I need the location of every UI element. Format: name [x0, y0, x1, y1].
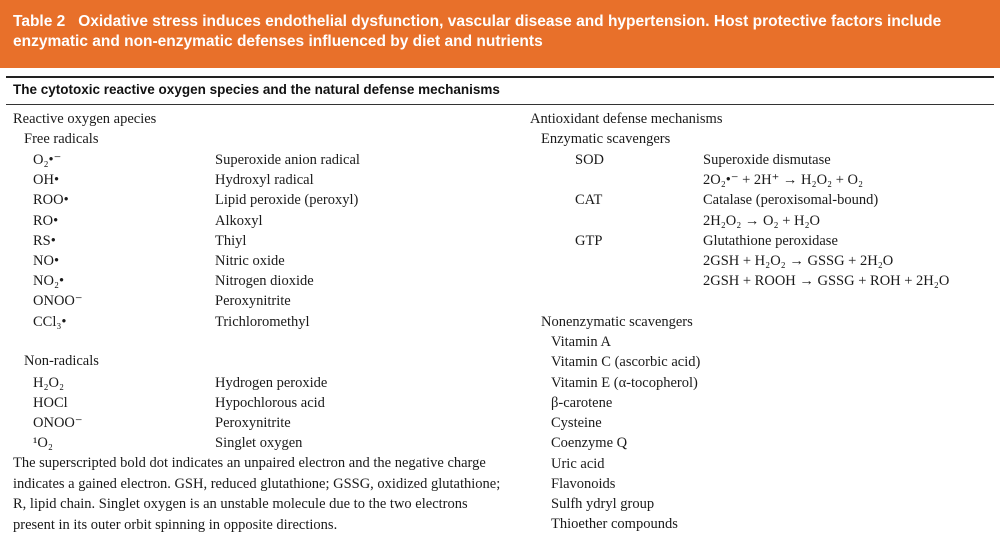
enzymatic-heading: Enzymatic scavengers: [541, 131, 671, 147]
free-radical-name: Trichloromethyl: [215, 314, 310, 330]
table-number: Table 2: [13, 13, 66, 30]
free-radical-symbol: NO•: [33, 253, 60, 269]
nonenzymatic-item: Flavonoids: [551, 476, 616, 492]
free-radical-symbol: OH•: [33, 172, 60, 188]
non-radical-symbol: ¹O₂: [33, 435, 53, 451]
nonenzymatic-item: Coenzyme Q: [551, 435, 628, 451]
nonenzymatic-item: β-carotene: [551, 395, 613, 411]
enzyme-name: Superoxide dismutase: [703, 152, 831, 168]
free-radical-symbol: ROO•: [33, 192, 69, 208]
non-radical-symbol: HOCl: [33, 395, 68, 411]
table-caption-bar: [0, 0, 1000, 68]
non-radical-name: Hypochlorous acid: [215, 395, 325, 411]
free-radical-name: Nitrogen dioxide: [215, 273, 314, 289]
table-caption-text: Oxidative stress induces endothelial dysfunction, vascular disease and hypertension. Host protective factors include enzymatic and non-enzymatic defenses influenced by diet and nutrients: [13, 13, 942, 50]
nonenzymatic-heading: Nonenzymatic scavengers: [541, 314, 693, 330]
non-radical-symbol: H₂O₂: [33, 375, 65, 391]
free-radical-symbol: RS•: [33, 233, 56, 249]
free-radicals-heading: Free radicals: [24, 131, 99, 147]
enzyme-reaction: 2O₂•⁻ + 2H⁺ → H₂O₂ + O₂: [703, 172, 864, 188]
non-radical-symbol: ONOO⁻: [33, 415, 83, 431]
enzyme-name: Catalase (peroxisomal-bound): [703, 192, 879, 208]
non-radical-name: Peroxynitrite: [215, 415, 291, 431]
free-radical-symbol: RO•: [33, 213, 59, 229]
free-radical-symbol: NO₂•: [33, 273, 65, 289]
table-subtitle: The cytotoxic reactive oxygen species and the natural defense mechanisms: [13, 82, 500, 97]
nonenzymatic-item: Vitamin C (ascorbic acid): [551, 354, 701, 370]
subtitle-rule: [6, 104, 994, 105]
table-caption: [13, 12, 993, 52]
nonenzymatic-item: Sulfh ydryl group: [551, 496, 655, 512]
enzyme-reaction: 2GSH + H₂O₂ → GSSG + 2H₂O: [703, 253, 894, 269]
non-radical-name: Hydrogen peroxide: [215, 375, 328, 391]
free-radical-symbol: ONOO⁻: [33, 293, 83, 309]
free-radical-symbol: O₂•⁻: [33, 152, 62, 168]
non-radicals-heading: Non-radicals: [24, 353, 99, 369]
enzyme-abbr: SOD: [575, 152, 605, 168]
enzyme-reaction: 2H₂O₂ → O₂ + H₂O: [703, 213, 821, 229]
free-radical-name: Nitric oxide: [215, 253, 285, 269]
non-radical-name: Singlet oxygen: [215, 435, 303, 451]
left-heading: Reactive oxygen apecies: [13, 111, 157, 127]
right-heading: Antioxidant defense mechanisms: [530, 111, 723, 127]
nonenzymatic-item: Uric acid: [551, 456, 605, 472]
free-radical-name: Peroxynitrite: [215, 293, 291, 309]
enzyme-reaction: 2GSH + ROOH → GSSG + ROH + 2H₂O: [703, 273, 950, 289]
top-rule: [6, 76, 994, 78]
nonenzymatic-item: Thioether compounds: [551, 516, 678, 532]
free-radical-name: Thiyl: [215, 233, 247, 249]
nonenzymatic-item: Vitamin E (α-tocopherol): [551, 375, 698, 391]
nonenzymatic-item: Vitamin A: [551, 334, 611, 350]
enzyme-abbr: CAT: [575, 192, 603, 208]
free-radical-symbol: CCl₃•: [33, 314, 67, 330]
nonenzymatic-item: Cysteine: [551, 415, 602, 431]
table-footnote: The superscripted bold dot indicates an unpaired electron and the negative charge indicates a gained electron. GSH, reduced glutathione; GSSG, oxidized glutathione; R, lipid chain. Singlet oxygen is an unstable molecule due to the two electrons present in its outer orbit spinning in opposite directions.: [13, 455, 501, 533]
free-radical-name: Alkoxyl: [215, 213, 263, 229]
free-radical-name: Lipid peroxide (peroxyl): [215, 192, 359, 208]
free-radical-name: Superoxide anion radical: [215, 152, 360, 168]
enzyme-name: Glutathione peroxidase: [703, 233, 838, 249]
enzyme-abbr: GTP: [575, 233, 603, 249]
free-radical-name: Hydroxyl radical: [215, 172, 314, 188]
